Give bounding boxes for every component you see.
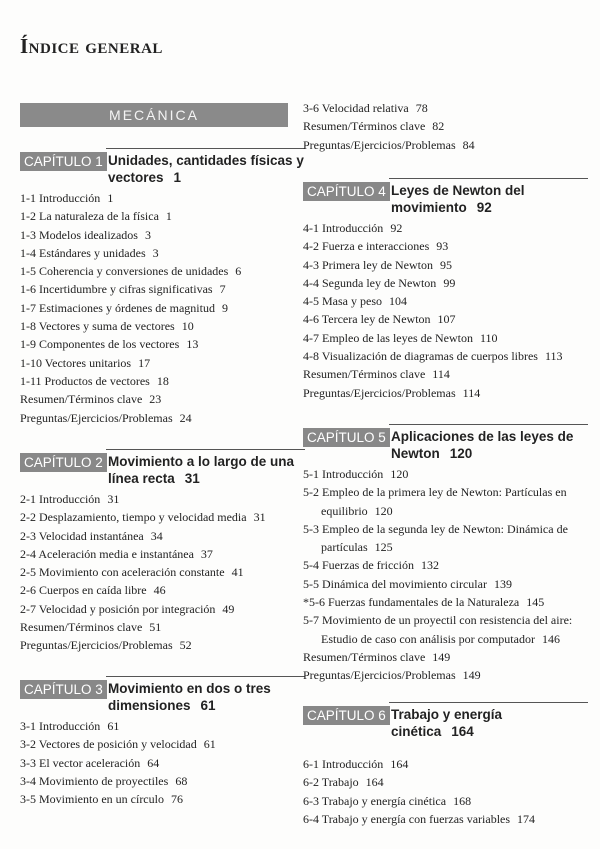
toc-entry[interactable]: 2-3 Velocidad instantánea 34 bbox=[20, 528, 163, 543]
entry-page: 41 bbox=[231, 565, 244, 580]
entry-page: 7 bbox=[219, 282, 226, 297]
chapter-page: 61 bbox=[200, 698, 216, 713]
entry-page: 114 bbox=[432, 367, 450, 382]
entry-page: 1 bbox=[165, 209, 172, 224]
chapter-label: CAPÍTULO 4 bbox=[303, 182, 390, 201]
toc-entry[interactable]: 1-10 Vectores unitarios 17 bbox=[20, 355, 151, 370]
entry-page: 145 bbox=[526, 595, 545, 610]
entry-page: 93 bbox=[436, 239, 449, 254]
entry-page: 149 bbox=[462, 668, 481, 683]
chapter-label: CAPÍTULO 6 bbox=[303, 706, 390, 725]
entry-page: 46 bbox=[153, 583, 166, 598]
toc-entry[interactable]: 2-4 Aceleración media e instantánea 37 bbox=[20, 546, 213, 561]
toc-entry[interactable]: 1-1 Introducción 1 bbox=[20, 191, 114, 205]
toc-entry[interactable]: 1-9 Componentes de los vectores 13 bbox=[20, 337, 199, 352]
entry-page: 68 bbox=[175, 773, 188, 788]
chapter-4 bbox=[303, 178, 588, 402]
chapter-page: 120 bbox=[449, 446, 473, 461]
toc-entry[interactable]: 6-2 Trabajo 164 bbox=[303, 775, 384, 790]
toc-entry[interactable]: 6-4 Trabajo y energía con fuerzas variables 174 bbox=[303, 811, 536, 826]
toc-entry[interactable]: 2-7 Velocidad y posición por integración 49 bbox=[20, 601, 235, 616]
chapter-title: Movimiento en dos o tres dimensiones 61 bbox=[108, 681, 271, 713]
chapter-label: CAPÍTULO 2 bbox=[20, 453, 107, 472]
toc-entry[interactable]: 4-1 Introducción 92 bbox=[303, 221, 403, 235]
chapter-title: Movimiento a lo largo de una línea recta 31 bbox=[108, 454, 295, 486]
entry-page: 1 bbox=[107, 191, 114, 205]
toc-entry[interactable]: 5-3 Empleo de la segunda ley de Newton: Dinámica de partículas 125 bbox=[303, 521, 568, 555]
toc-entry[interactable]: Preguntas/Ejercicios/Problemas 24 bbox=[20, 410, 192, 425]
entry-page: 168 bbox=[453, 793, 472, 808]
toc-entry[interactable]: 4-8 Visualización de diagramas de cuerpos libres 113 bbox=[303, 349, 563, 364]
entry-page: 149 bbox=[432, 649, 451, 664]
toc-entry[interactable]: 3-1 Introducción 61 bbox=[20, 719, 120, 733]
part-banner: MECÁNICA bbox=[20, 103, 288, 127]
entry-page: 104 bbox=[388, 294, 407, 309]
entry-page: 95 bbox=[439, 257, 452, 272]
toc-entry[interactable]: 2-6 Cuerpos en caída libre 46 bbox=[20, 583, 166, 598]
toc-entry[interactable]: Resumen/Términos clave 114 bbox=[303, 367, 450, 382]
chapter-2 bbox=[20, 449, 305, 655]
toc-entry[interactable]: 3-4 Movimiento de proyectiles 68 bbox=[20, 773, 188, 788]
entry-page: 24 bbox=[179, 410, 192, 425]
toc-entry[interactable]: 4-5 Masa y peso 104 bbox=[303, 294, 407, 309]
chapter-5 bbox=[303, 424, 588, 685]
toc-entry[interactable]: 1-8 Vectores y suma de vectores 10 bbox=[20, 319, 194, 334]
chapter-title: Trabajo y energía cinética 164 bbox=[391, 707, 503, 739]
entry-page: 82 bbox=[432, 119, 445, 134]
chapter-label: CAPÍTULO 5 bbox=[303, 428, 390, 447]
chapter-label: CAPÍTULO 3 bbox=[20, 680, 107, 699]
entry-page: 132 bbox=[420, 558, 439, 573]
entry-page: 3 bbox=[152, 245, 159, 260]
entry-page: 99 bbox=[443, 275, 456, 290]
toc-entry[interactable]: 3-5 Movimiento en un círculo 76 bbox=[20, 792, 183, 807]
entry-page: 125 bbox=[374, 540, 393, 555]
toc-entry[interactable]: 4-6 Tercera ley de Newton 107 bbox=[303, 312, 456, 327]
entry-page: 84 bbox=[462, 137, 475, 152]
entry-page: 114 bbox=[462, 385, 481, 400]
entry-page: 120 bbox=[374, 503, 393, 518]
toc-entry[interactable]: 5-7 Movimiento de un proyectil con resistencia del aire: Estudio de caso con análisis por computador 146 bbox=[303, 613, 573, 646]
chapter-page: 164 bbox=[451, 724, 474, 739]
toc-entry[interactable]: Preguntas/Ejercicios/Problemas 149 bbox=[303, 668, 481, 683]
toc-entry[interactable]: 2-2 Desplazamiento, tiempo y velocidad media 31 bbox=[20, 510, 266, 525]
toc-entry[interactable]: 1-2 La naturaleza de la física 1 bbox=[20, 209, 172, 224]
toc-entry[interactable]: 5-2 Empleo de la primera ley de Newton: Partículas en equilibrio 120 bbox=[303, 485, 567, 518]
toc-entry[interactable]: 3-3 El vector aceleración 64 bbox=[20, 755, 160, 770]
toc-entry[interactable]: Resumen/Términos clave 149 bbox=[303, 649, 451, 664]
entry-page: 113 bbox=[544, 349, 563, 364]
chapter-header bbox=[307, 424, 588, 465]
toc-entry[interactable]: 2-1 Introducción 31 bbox=[20, 492, 120, 506]
entry-page: 31 bbox=[107, 492, 120, 506]
entry-page: 164 bbox=[365, 775, 384, 790]
toc-entry[interactable]: 1-3 Modelos idealizados 3 bbox=[20, 227, 151, 242]
toc-entry[interactable]: Preguntas/Ejercicios/Problemas 84 bbox=[303, 137, 475, 152]
entry-page: 10 bbox=[181, 319, 194, 334]
chapter-page: 1 bbox=[173, 170, 182, 185]
entry-page: 51 bbox=[149, 620, 162, 635]
entry-page: 3 bbox=[144, 227, 151, 242]
toc-entry[interactable]: 5-1 Introducción 120 bbox=[303, 467, 409, 481]
chapter-title: Aplicaciones de las leyes de Newton 120 bbox=[391, 429, 574, 461]
toc-entry[interactable]: *5-6 Fuerzas fundamentales de la Naturaleza 145 bbox=[303, 595, 545, 610]
entry-page: 61 bbox=[203, 737, 216, 752]
chapter-header bbox=[24, 148, 305, 189]
toc-entry[interactable]: 4-7 Empleo de las leyes de Newton 110 bbox=[303, 330, 498, 345]
entry-page: 17 bbox=[138, 355, 151, 370]
toc-entry[interactable]: 1-11 Productos de vectores 18 bbox=[20, 373, 169, 388]
toc-entry[interactable]: 2-5 Movimiento con aceleración constante 41 bbox=[20, 565, 244, 580]
toc-entry[interactable]: 1-5 Coherencia y conversiones de unidades 6 bbox=[20, 264, 242, 279]
entry-page: 52 bbox=[179, 638, 192, 653]
toc-entry[interactable]: 6-3 Trabajo y energía cinética 168 bbox=[303, 793, 472, 808]
entry-page: 18 bbox=[156, 373, 169, 388]
chapter-3 bbox=[20, 676, 305, 808]
entry-page: 139 bbox=[493, 576, 512, 591]
entry-page: 78 bbox=[415, 101, 428, 115]
entry-page: 37 bbox=[200, 546, 213, 561]
entry-page: 174 bbox=[517, 811, 536, 826]
chapter-header bbox=[24, 676, 305, 717]
entry-page: 6 bbox=[235, 264, 242, 279]
entry-page: 13 bbox=[186, 337, 199, 352]
entry-page: 76 bbox=[170, 792, 183, 807]
toc-entry[interactable]: 1-7 Estimaciones y órdenes de magnitud 9 bbox=[20, 300, 228, 315]
entry-page: 64 bbox=[147, 755, 160, 770]
entry-page: 120 bbox=[390, 467, 409, 481]
entry-page: 164 bbox=[390, 757, 409, 771]
toc-entry[interactable]: 3-6 Velocidad relativa 78 bbox=[303, 101, 428, 115]
entry-page: 110 bbox=[479, 330, 498, 345]
chapter-header bbox=[24, 449, 305, 490]
toc-entry[interactable]: Resumen/Términos clave 51 bbox=[20, 620, 162, 635]
chapter-label: CAPÍTULO 1 bbox=[20, 152, 107, 171]
chapter-3-cont bbox=[303, 99, 588, 154]
page-title: Índice general bbox=[20, 34, 163, 58]
toc-entry[interactable]: Resumen/Términos clave 82 bbox=[303, 119, 445, 134]
toc-entry[interactable]: 4-4 Segunda ley de Newton 99 bbox=[303, 275, 456, 290]
chapter-header bbox=[307, 702, 588, 743]
toc-entry[interactable]: 5-4 Fuerzas de fricción 132 bbox=[303, 558, 439, 573]
entry-page: 34 bbox=[150, 528, 163, 543]
entry-page: 31 bbox=[253, 510, 266, 525]
entry-page: 107 bbox=[437, 312, 456, 327]
chapter-6 bbox=[303, 702, 588, 828]
toc-entry[interactable]: 1-4 Estándares y unidades 3 bbox=[20, 245, 159, 260]
chapter-header bbox=[307, 178, 588, 219]
chapter-title: Unidades, cantidades físicas y vectores 1 bbox=[108, 153, 304, 185]
toc-entry[interactable]: Preguntas/Ejercicios/Problemas 114 bbox=[303, 385, 481, 400]
toc-entry[interactable]: 1-6 Incertidumbre y cifras significativas 7 bbox=[20, 282, 226, 297]
toc-entry[interactable]: Resumen/Términos clave 23 bbox=[20, 392, 162, 407]
chapter-title: Leyes de Newton del movimiento 92 bbox=[391, 183, 525, 215]
toc-entry[interactable]: Preguntas/Ejercicios/Problemas 52 bbox=[20, 638, 192, 653]
chapter-1 bbox=[20, 148, 305, 427]
toc-entry[interactable]: 3-2 Vectores de posición y velocidad 61 bbox=[20, 737, 216, 752]
chapter-page: 31 bbox=[184, 471, 200, 486]
toc-entry[interactable]: 6-1 Introducción 164 bbox=[303, 757, 409, 771]
entry-page: 92 bbox=[390, 221, 403, 235]
toc-entry[interactable]: 4-3 Primera ley de Newton 95 bbox=[303, 257, 452, 272]
chapter-page: 92 bbox=[476, 200, 492, 215]
entry-page: 61 bbox=[107, 719, 120, 733]
toc-entry[interactable]: 4-2 Fuerza e interacciones 93 bbox=[303, 239, 449, 254]
toc-entry[interactable]: 5-5 Dinámica del movimiento circular 139 bbox=[303, 576, 512, 591]
entry-page: 23 bbox=[149, 392, 162, 407]
entry-page: 49 bbox=[222, 601, 235, 616]
entry-page: 9 bbox=[221, 300, 228, 315]
entry-page: 146 bbox=[541, 631, 560, 646]
